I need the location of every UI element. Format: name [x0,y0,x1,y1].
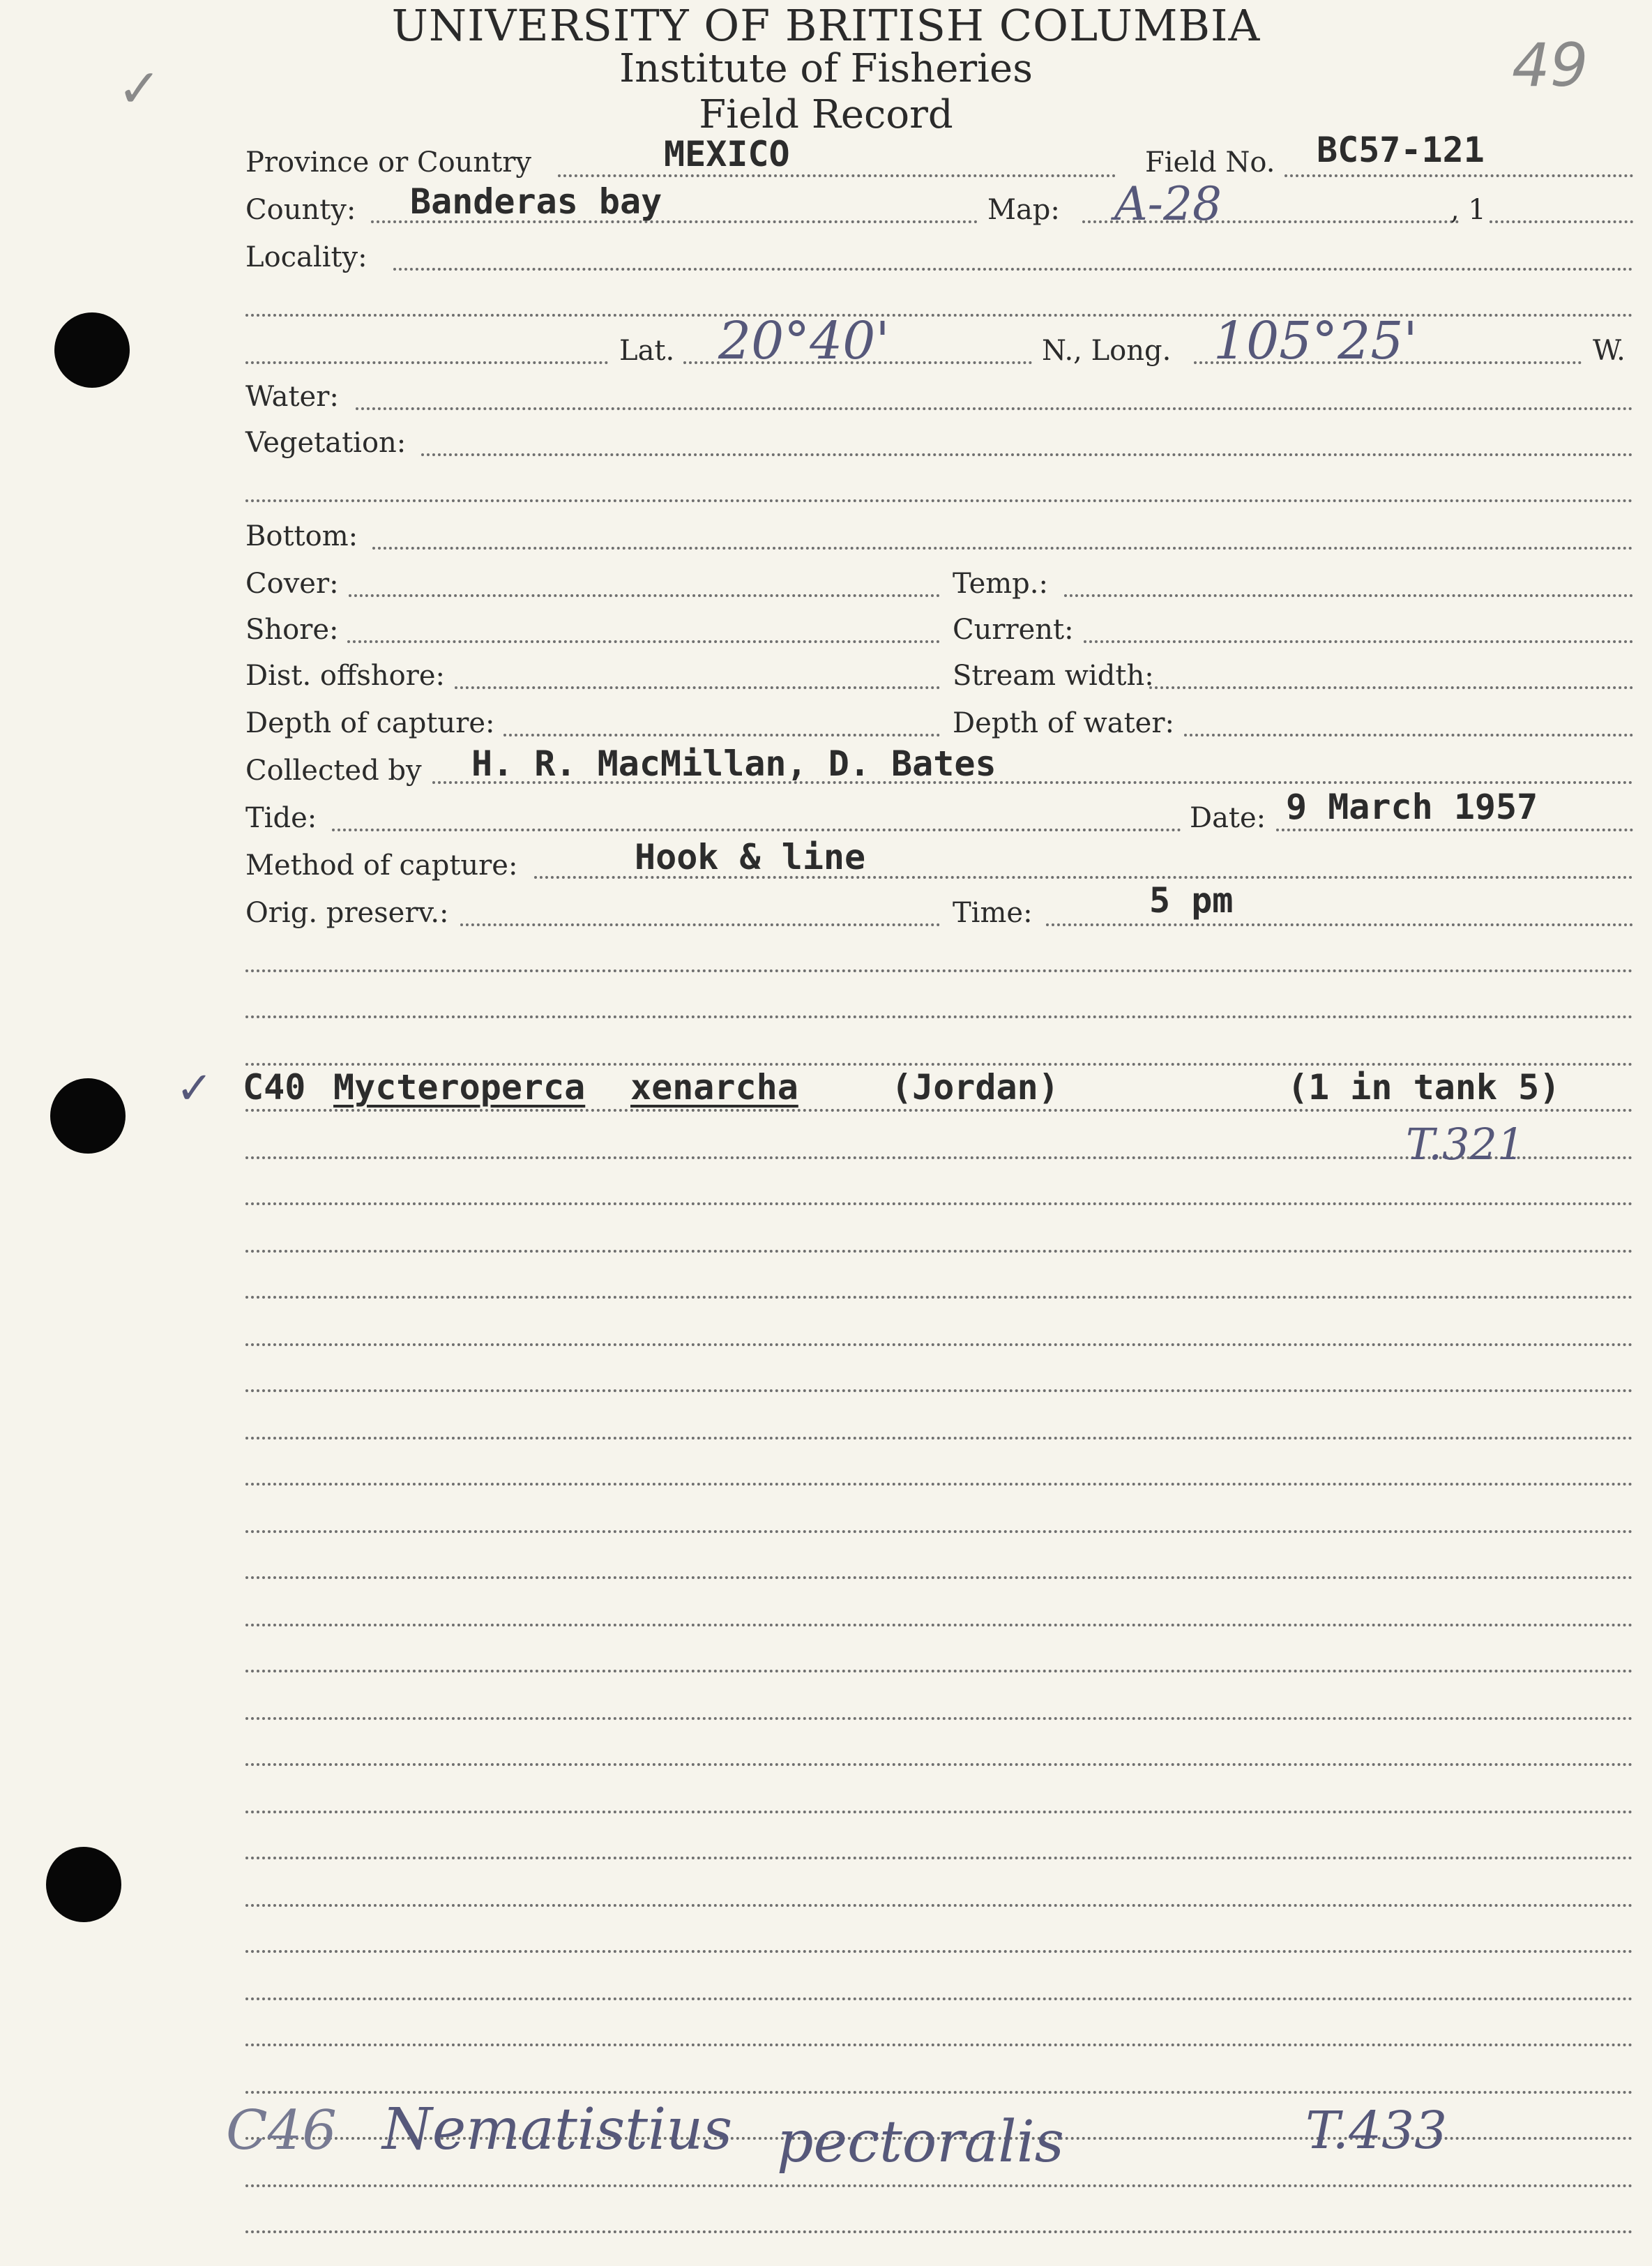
cover-label: Cover: [245,568,339,600]
institute-title: Institute of Fisheries [619,46,1033,91]
ruled-line [245,1483,1633,1486]
bottom-label: Bottom: [245,520,358,552]
handwritten-code: C46 [226,2099,337,2162]
ruled-line [245,1904,1633,1907]
handwritten-tag: T.433 [1305,2101,1448,2161]
specimen-note: (1 in tank 5) [1287,1067,1561,1108]
specimen-tag: T.321 [1406,1119,1525,1170]
ruled-line [245,1763,1633,1766]
water-label: Water: [245,381,339,413]
dist-offshore-label: Dist. offshore: [245,660,446,692]
university-title: UNIVERSITY OF BRITISH COLUMBIA [391,0,1261,51]
collected-by-value: H. R. MacMillan, D. Bates [471,743,996,784]
time-value: 5 pm [1149,880,1234,921]
depth-water-label: Depth of water: [953,707,1174,739]
record-type-title: Field Record [699,92,953,137]
field-no-value: BC57-121 [1317,130,1485,170]
top-check-mark: ✓ [117,57,162,119]
vegetation-label: Vegetation: [245,427,407,459]
ruled-line [245,1624,1633,1626]
long-value: 105°25' [1213,311,1418,371]
temp-label: Temp.: [953,568,1048,600]
lat-label: Lat. [619,335,675,367]
ruled-line [245,1015,1633,1018]
date-label: Date: [1190,802,1266,834]
ruled-line [245,1202,1633,1205]
stream-width-label: Stream width: [953,660,1154,692]
ruled-line [245,1109,1633,1112]
ruled-line [245,1811,1633,1813]
map-value: A-28 [1114,177,1222,231]
handwritten-genus: Nematistius [382,2097,733,2163]
method-label: Method of capture: [245,849,518,882]
collected-by-label: Collected by [245,755,422,787]
long-label: N., Long. [1042,335,1172,367]
ruled-line [245,1389,1633,1392]
ruled-line [245,1670,1633,1672]
ruled-line [245,1063,1633,1066]
specimen-check-mark: ✓ [176,1063,213,1115]
lat-value: 20°40' [718,311,890,371]
ruled-line [245,1343,1633,1346]
ruled-line [245,1437,1633,1440]
ruled-line [245,1296,1633,1299]
ruled-line [245,1250,1633,1253]
locality-label: Locality: [245,241,367,273]
county-label: County: [245,194,356,226]
specimen-genus: Mycteroperca [333,1067,586,1108]
current-label: Current: [953,614,1074,646]
specimen-author: (Jordan) [891,1067,1059,1108]
ruled-line [245,1530,1633,1533]
map-suffix: , 1 [1450,194,1486,226]
county-value: Banderas bay [410,181,662,222]
ruled-line [245,1717,1633,1720]
field-no-label: Field No. [1145,146,1275,179]
page-number: 49 [1512,31,1589,100]
ruled-line [245,2091,1633,2094]
orig-preserv-label: Orig. preserv.: [245,897,449,929]
handwritten-species: pectoralis [777,2109,1064,2175]
specimen-code: C40 [243,1067,306,1108]
date-value: 9 March 1957 [1286,787,1538,827]
ruled-line [245,969,1633,972]
depth-capture-label: Depth of capture: [245,707,495,739]
ruled-line [245,1576,1633,1579]
province-label: Province or Country [245,146,531,179]
west-label: W. [1593,335,1626,367]
ruled-line [245,2230,1633,2233]
province-value: MEXICO [664,134,790,174]
ruled-line [245,1857,1633,1859]
shore-label: Shore: [245,614,339,646]
specimen-species: xenarcha [630,1067,798,1108]
ruled-line [245,1950,1633,1953]
tide-label: Tide: [245,802,317,834]
ruled-line [245,2044,1633,2046]
map-label: Map: [987,194,1060,226]
ruled-line [245,2184,1633,2187]
method-value: Hook & line [635,837,866,877]
time-label: Time: [953,897,1033,929]
ruled-line [245,1997,1633,2000]
